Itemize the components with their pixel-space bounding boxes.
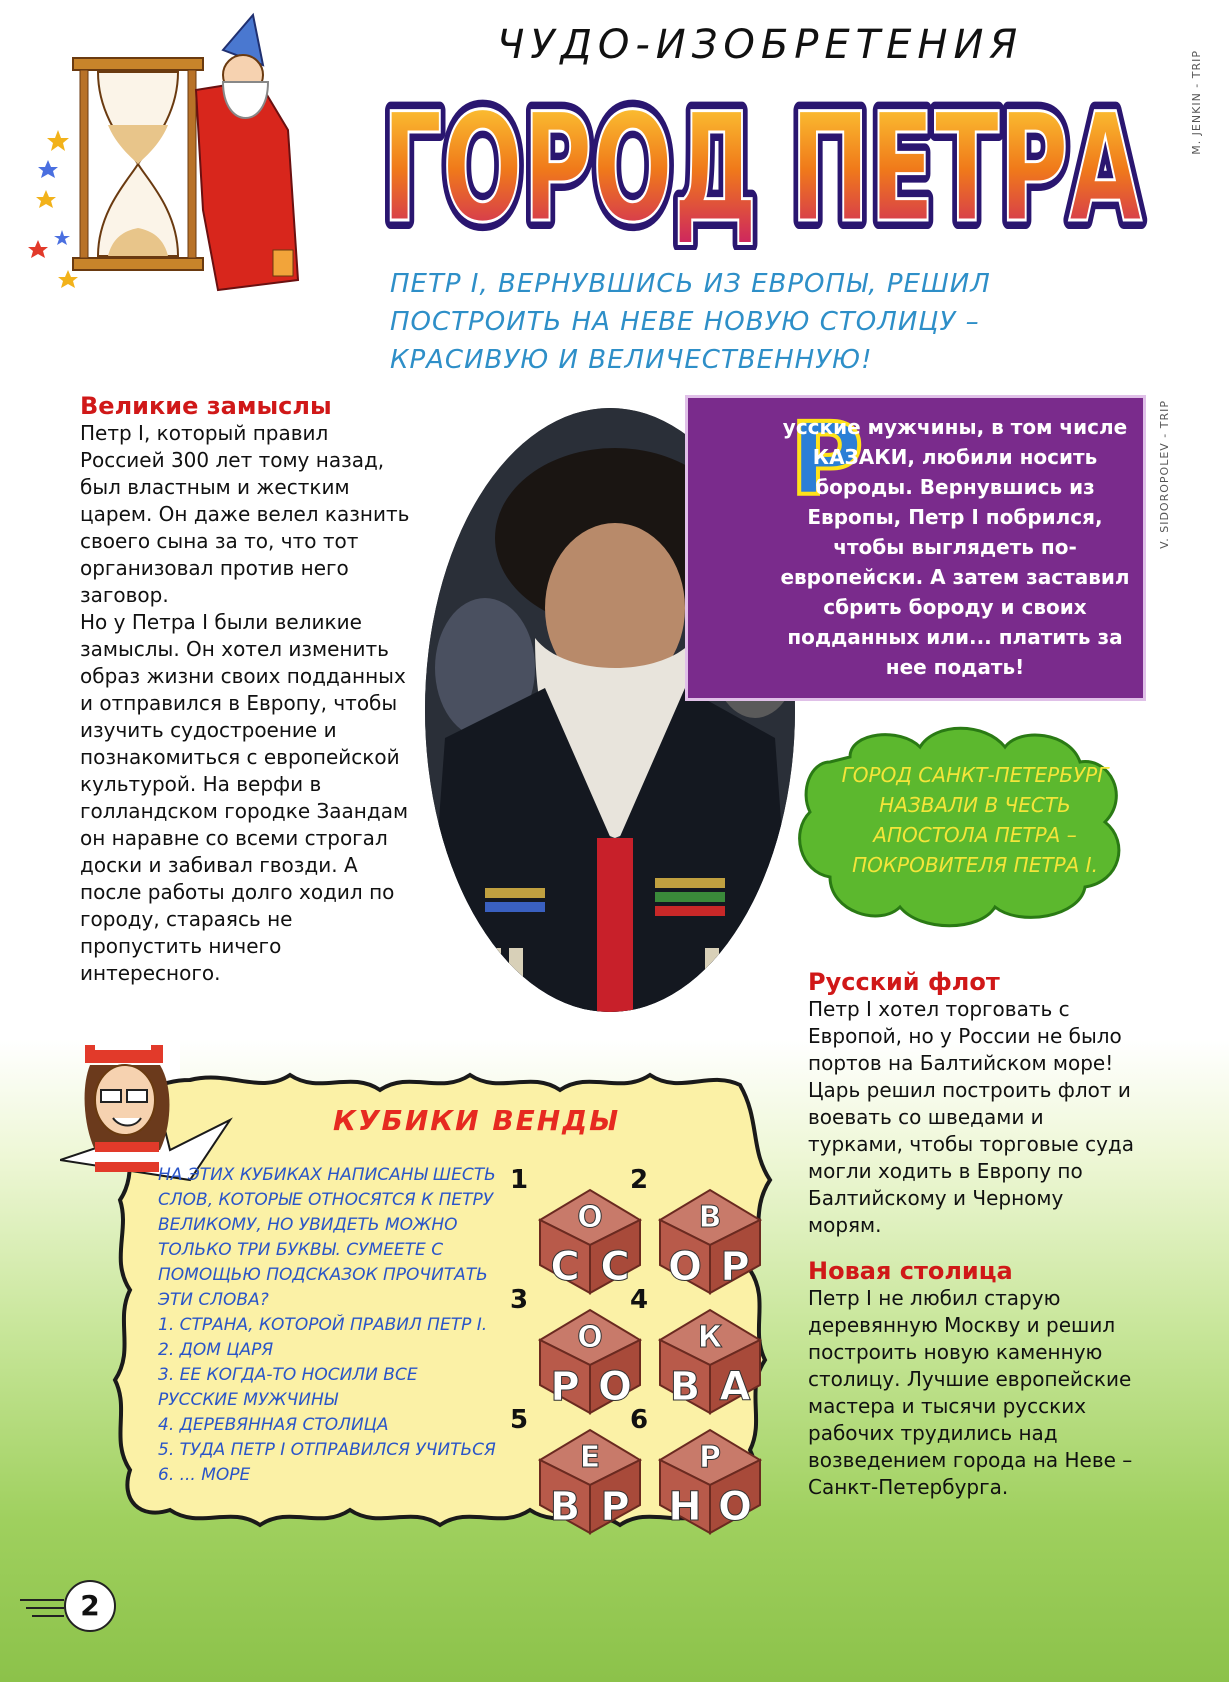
photo-credit-mid: V. SIDOROPOLEV - TRIP xyxy=(1158,400,1171,549)
section-great-plans xyxy=(80,392,410,987)
cube-face-letter: С xyxy=(550,1244,580,1290)
cube-face-letter: О xyxy=(717,1484,753,1530)
cube-face-letter: О xyxy=(577,1200,603,1235)
beard-fact-text: усские мужчины, в том числе КАЗАКИ, любили носить бороды. Вернувшись из Европы, Петр I побрился, чтобы выглядеть по-европейски. А затем заставил сбрить бороду и своих подданных или... платить за нее подать! xyxy=(780,415,1130,679)
section-paragraph: Петр I хотел торговать с Европой, но у России не было портов на Балтийском море! Царь решил построить флот и воевать со шведами и турками, чтобы торговые суда могли ходить в Европу по Балтийскому и Черному морям. xyxy=(808,997,1134,1237)
speed-lines-icon xyxy=(20,1592,70,1622)
cube-face-letter: Р xyxy=(720,1244,750,1290)
drop-cap: Р xyxy=(790,401,864,518)
cube-face-letter: С xyxy=(600,1244,630,1290)
cube-face-letter: А xyxy=(719,1364,751,1410)
cube-face-letter: О xyxy=(667,1244,703,1290)
cloud-note-text: ГОРОД САНКТ-ПЕТЕРБУРГ НАЗВАЛИ В ЧЕСТЬ АПОСТОЛА ПЕТРА – ПОКРОВИТЕЛЯ ПЕТРА I. xyxy=(841,763,1109,877)
page-title-shadow: ГОРОД ПЕТРА xyxy=(382,82,1142,250)
cube-number: 3 xyxy=(510,1285,529,1315)
cube-face-letter: В xyxy=(549,1484,581,1530)
puzzle-clue: 5. ТУДА ПЕТР I ОТПРАВИЛСЯ УЧИТЬСЯ xyxy=(158,1440,496,1460)
photo-credit-top: M. JENKIN - TRIP xyxy=(1190,50,1203,155)
puzzle-clue: 2. ДОМ ЦАРЯ xyxy=(158,1340,274,1360)
cube-face-letter: В xyxy=(669,1364,701,1410)
puzzle-clue: 6. ... МОРЕ xyxy=(158,1465,251,1485)
cube-number: 1 xyxy=(510,1165,529,1195)
cube-face-letter: Р xyxy=(699,1440,721,1475)
cube-number: 4 xyxy=(630,1285,649,1315)
section-heading: Великие замыслы xyxy=(80,392,332,420)
page-title-graphic xyxy=(372,80,1152,250)
cube-face-letter: К xyxy=(697,1320,723,1355)
cube-number: 5 xyxy=(510,1405,529,1435)
section-paragraph: Петр I не любил старую деревянную Москву и решил построить новую каменную столицу. Лучшие европейские мастера и тысячи русских рабочих трудились над возведением города на Неве – Санкт-Петербурга. xyxy=(808,1286,1133,1499)
cube-face-letter: О xyxy=(577,1320,603,1355)
right-column xyxy=(808,968,1138,1501)
puzzle-intro: НА ЭТИХ КУБИКАХ НАПИСАНЫ ШЕСТЬ СЛОВ, КОТОРЫЕ ОТНОСЯТСЯ К ПЕТРУ ВЕЛИКОМУ, НО УВИДЕТЬ МОЖНО ТОЛЬКО ТРИ БУКВЫ. СУМЕЕТЕ С ПОМОЩЬЮ ПОДСКАЗОК ПРОЧИТАТЬ ЭТИ СЛОВА? xyxy=(158,1165,496,1310)
page-title: ГОРОД ПЕТРА xyxy=(382,82,1142,250)
cube-face-letter: Р xyxy=(600,1484,630,1530)
wenda-character-illustration xyxy=(65,1030,185,1180)
cube-face-letter: Р xyxy=(550,1364,580,1410)
section-kicker: ЧУДО-ИЗОБРЕТЕНИЯ xyxy=(496,22,1024,68)
cube-number: 6 xyxy=(630,1405,649,1435)
cube-face-letter: Н xyxy=(668,1484,702,1530)
cube-face-letter: Е xyxy=(579,1440,601,1475)
cube-face-letter: О xyxy=(597,1364,633,1410)
section-paragraph: Но у Петра I были великие замыслы. Он хотел изменить образ жизни своих подданных и отправился в Европу, чтобы изучить судостроение и познакомиться с европейской культурой. На верфи в голландском городке Заандам он наравне со всеми строгал доски и забивал гвозди. А после работы долго ходил по городу, стараясь не пропустить ничего интересного. xyxy=(80,610,409,985)
puzzle-title: КУБИКИ ВЕНДЫ xyxy=(333,1104,621,1137)
puzzle-clue: 4. ДЕРЕВЯННАЯ СТОЛИЦА xyxy=(158,1415,389,1435)
cube-face-letter: В xyxy=(698,1200,722,1235)
puzzle-instructions xyxy=(158,1163,498,1488)
page-number: 2 xyxy=(64,1580,116,1632)
puzzle-clue: 3. ЕЕ КОГДА-ТО НОСИЛИ ВСЕ РУССКИЕ МУЖЧИНЫ xyxy=(158,1365,418,1410)
puzzle-clue: 1. СТРАНА, КОТОРОЙ ПРАВИЛ ПЕТР I. xyxy=(158,1315,488,1335)
intro-text: ПЕТР I, ВЕРНУВШИСЬ ИЗ ЕВРОПЫ, РЕШИЛ ПОСТРОИТЬ НА НЕВЕ НОВУЮ СТОЛИЦУ – КРАСИВУЮ И ВЕЛИЧЕСТВЕННУЮ! xyxy=(390,269,991,375)
section-heading: Новая столица xyxy=(808,1257,1013,1285)
section-heading: Русский флот xyxy=(808,968,1000,996)
wizard-hourglass-illustration xyxy=(28,10,328,310)
section-paragraph: Петр I, который правил Россией 300 лет тому назад, был властным и жестким царем. Он даже велел казнить своего сына за то, что тот организовал против него заговор. xyxy=(80,421,410,607)
cube-number: 2 xyxy=(630,1165,649,1195)
